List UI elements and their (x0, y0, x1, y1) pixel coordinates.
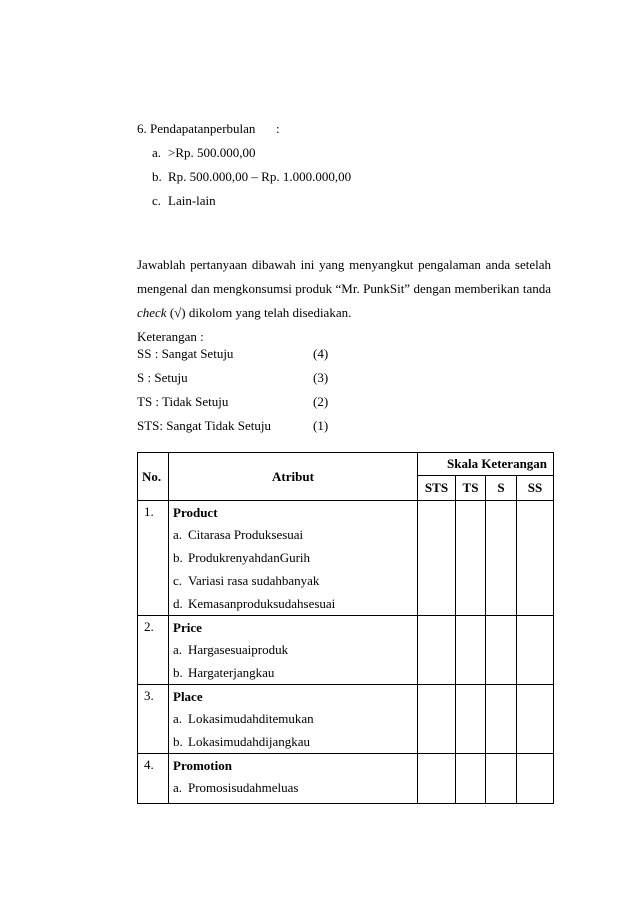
check-cell-ts[interactable] (456, 501, 486, 616)
check-cell-sts[interactable] (418, 754, 456, 804)
check-cell-s[interactable] (486, 685, 517, 754)
instruction-italic: check (137, 305, 167, 320)
option-text: >Rp. 500.000,00 (168, 145, 256, 160)
instruction-line-3 (137, 301, 351, 325)
option-letter: c. (152, 193, 162, 208)
row-number: 4. (138, 754, 169, 804)
attribute-item (169, 569, 417, 592)
attribute-item (169, 661, 417, 684)
header-s: S (486, 476, 517, 501)
category-label: Price (173, 620, 202, 635)
legend-title: Keterangan : (137, 329, 204, 344)
check-cell-ss[interactable] (517, 616, 554, 685)
header-no: No. (138, 453, 169, 501)
item-letter: c. (173, 573, 183, 588)
option-text: Rp. 500.000,00 – Rp. 1.000.000,00 (168, 169, 352, 184)
item-letter: a. (173, 642, 183, 657)
item-text: Variasi rasa sudahbanyak (188, 573, 320, 588)
check-cell-s[interactable] (486, 754, 517, 804)
category-label: Place (173, 689, 203, 704)
category-label: Promotion (173, 758, 232, 773)
instruction-line-1: Jawablah pertanyaan dibawah ini yang menyangkut pengalaman anda setelah (137, 257, 551, 272)
check-cell-sts[interactable] (418, 501, 456, 616)
attribute-item (169, 730, 417, 753)
option-a (152, 145, 256, 161)
check-cell-ss[interactable] (517, 754, 554, 804)
attribute-cell (169, 754, 418, 804)
option-b (152, 169, 351, 185)
row-number: 3. (138, 685, 169, 754)
item-letter: a. (173, 711, 183, 726)
check-cell-ts[interactable] (456, 616, 486, 685)
legend-score-ts: (2) (313, 394, 329, 409)
question-title: 6. Pendapatanperbulan (137, 121, 256, 136)
item-text: Citarasa Produksesuai (188, 527, 304, 542)
attribute-item (169, 776, 417, 803)
item-letter: a. (173, 780, 183, 795)
table-row (138, 501, 554, 616)
header-atribut: Atribut (169, 453, 418, 501)
legend-score-sts: (1) (313, 418, 329, 433)
row-number: 2. (138, 616, 169, 685)
header-skala: Skala Keterangan (418, 453, 554, 476)
item-letter: b. (173, 734, 183, 749)
option-c (152, 193, 216, 209)
check-cell-ts[interactable] (456, 754, 486, 804)
check-cell-ss[interactable] (517, 685, 554, 754)
item-letter: d. (173, 596, 183, 611)
question-colon: : (276, 121, 280, 136)
option-letter: b. (152, 169, 162, 184)
item-letter: b. (173, 550, 183, 565)
item-letter: a. (173, 527, 183, 542)
attribute-item (169, 592, 417, 615)
item-text: Promosisudahmeluas (188, 780, 299, 795)
item-text: Lokasimudahdijangkau (188, 734, 311, 749)
legend-score-s: (3) (313, 370, 329, 385)
check-cell-sts[interactable] (418, 685, 456, 754)
attribute-cell (169, 685, 418, 754)
row-number: 1. (138, 501, 169, 616)
attribute-item (169, 707, 417, 730)
check-cell-s[interactable] (486, 501, 517, 616)
table-row (138, 754, 554, 804)
legend-code-s: S : Setuju (137, 370, 188, 385)
item-text: Lokasimudahditemukan (188, 711, 314, 726)
item-letter: b. (173, 665, 183, 680)
legend-code-ts: TS : Tidak Setuju (137, 394, 229, 409)
instruction-rest: (√) dikolom yang telah disediakan. (166, 305, 352, 320)
item-text: Hargaterjangkau (188, 665, 275, 680)
legend-code-sts: STS: Sangat Tidak Setuju (137, 418, 271, 433)
attribute-cell (169, 616, 418, 685)
instruction-line-2: mengenal dan mengkonsumsi produk “Mr. PunkSit” dengan memberikan tanda (137, 281, 551, 296)
header-ts: TS (456, 476, 486, 501)
legend-code-ss: SS : Sangat Setuju (137, 346, 234, 361)
option-text: Lain-lain (168, 193, 216, 208)
legend-score-ss: (4) (313, 346, 329, 361)
attribute-item (169, 638, 417, 661)
check-cell-sts[interactable] (418, 616, 456, 685)
option-letter: a. (152, 145, 162, 160)
check-cell-s[interactable] (486, 616, 517, 685)
attribute-item (169, 546, 417, 569)
check-cell-ts[interactable] (456, 685, 486, 754)
table-row (138, 685, 554, 754)
header-ss: SS (517, 476, 554, 501)
header-sts: STS (418, 476, 456, 501)
category-label: Product (173, 505, 218, 520)
item-text: Kemasanproduksudahsesuai (188, 596, 336, 611)
check-cell-ss[interactable] (517, 501, 554, 616)
attribute-cell (169, 501, 418, 616)
questionnaire-table (137, 452, 554, 804)
attribute-item (169, 523, 417, 546)
item-text: Hargasesuaiproduk (188, 642, 289, 657)
table-row (138, 616, 554, 685)
item-text: ProdukrenyahdanGurih (188, 550, 311, 565)
